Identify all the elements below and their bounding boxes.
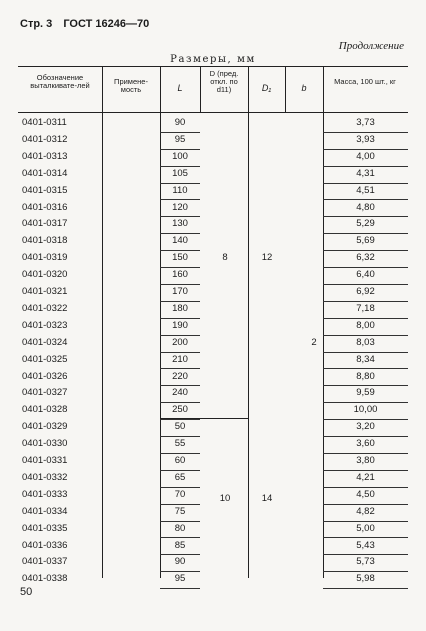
length-cell: 95: [160, 132, 200, 150]
mass-cell: 8,80: [323, 369, 408, 387]
designation-cell: 0401-0335: [22, 522, 68, 534]
designation-cell: 0401-0332: [22, 471, 68, 483]
designation-cell: 0401-0314: [22, 167, 68, 179]
mass-cell: 4,51: [323, 183, 408, 201]
designation-cell: 0401-0328: [22, 404, 68, 416]
table-row: [18, 470, 408, 487]
table-row: [18, 183, 408, 200]
length-cell: 80: [160, 521, 200, 539]
designation-cell: 0401-0336: [22, 539, 68, 551]
continuation-note: Продолжение: [338, 40, 404, 52]
standard-code: ГОСТ 16246—70: [63, 18, 150, 30]
mass-cell: 5,00: [323, 521, 408, 539]
length-cell: 140: [160, 233, 200, 251]
group2-D: 10: [219, 493, 231, 504]
table-row: [18, 436, 408, 453]
designation-cell: 0401-0322: [22, 302, 68, 314]
table-row: [18, 335, 408, 352]
designation-cell: 0401-0333: [22, 488, 68, 500]
mass-cell: 5,73: [323, 554, 408, 572]
length-cell: 65: [160, 470, 200, 488]
header-bottom-border: [18, 112, 408, 113]
table-row: [18, 352, 408, 369]
table-row: [18, 267, 408, 284]
group1-D1: 12: [261, 252, 273, 263]
designation-cell: 0401-0331: [22, 455, 68, 466]
table-row: [18, 453, 408, 470]
designation-cell: 0401-0323: [22, 319, 68, 331]
mass-cell: 4,00: [323, 149, 408, 167]
table-row: [18, 402, 408, 419]
mass-cell: 4,50: [323, 487, 408, 505]
mass-cell: 4,21: [323, 470, 408, 488]
length-cell: 220: [160, 369, 200, 387]
page-label: Стр. 3: [20, 18, 53, 30]
table-caption: Размеры, мм: [170, 54, 256, 65]
mass-cell: 8,00: [323, 318, 408, 336]
mass-cell: 5,98: [323, 571, 408, 589]
mass-cell: 10,00: [323, 402, 408, 420]
length-cell: 85: [160, 538, 200, 556]
table-row: [18, 538, 408, 555]
col-divider-3: [200, 66, 201, 112]
table-row: [18, 132, 408, 149]
length-cell: 110: [160, 183, 200, 201]
mass-cell: 3,73: [323, 115, 408, 133]
length-cell: 180: [160, 301, 200, 319]
designation-cell: 0401-0338: [22, 573, 68, 585]
mass-cell: 4,31: [323, 166, 408, 184]
mass-cell: 5,29: [323, 216, 408, 234]
designation-cell: 0401-0337: [22, 556, 68, 568]
b-value: 2: [311, 337, 317, 348]
table-row: [18, 318, 408, 335]
table-row: [18, 284, 408, 301]
mass-cell: 5,43: [323, 538, 408, 556]
table-row: [18, 166, 408, 183]
mass-cell: 3,93: [323, 132, 408, 150]
length-cell: 240: [160, 385, 200, 403]
designation-cell: 0401-0327: [22, 387, 68, 399]
table-row: [18, 369, 408, 386]
mass-cell: 6,92: [323, 284, 408, 302]
designation-cell: 0401-0316: [22, 201, 68, 213]
page-number: 50: [20, 586, 33, 598]
designation-cell: 0401-0317: [22, 218, 68, 230]
mass-cell: 7,18: [323, 301, 408, 319]
mass-cell: 3,60: [323, 436, 408, 454]
designation-cell: 0401-0313: [22, 150, 68, 162]
designation-cell: 0401-0320: [22, 269, 68, 281]
designation-cell: 0401-0326: [22, 370, 68, 382]
designation-cell: 0401-0321: [22, 286, 68, 297]
designation-cell: 0401-0325: [22, 353, 68, 365]
length-cell: 100: [160, 149, 200, 167]
table-row: [18, 233, 408, 250]
table-row: [18, 216, 408, 233]
length-cell: 90: [160, 554, 200, 572]
group1-D: 8: [222, 252, 228, 263]
table-top-border: [18, 66, 408, 67]
table-row: [18, 419, 408, 436]
length-cell: 250: [160, 402, 200, 420]
mass-cell: 6,40: [323, 267, 408, 285]
length-cell: 55: [160, 436, 200, 454]
table-row: [18, 200, 408, 217]
table-row: [18, 115, 408, 132]
mass-cell: 3,80: [323, 453, 408, 471]
designation-cell: 0401-0324: [22, 336, 68, 348]
header-D: D (пред. откл. по d11): [209, 69, 239, 94]
designation-cell: 0401-0312: [22, 133, 68, 145]
mass-cell: 8,03: [323, 335, 408, 353]
header-b: b: [301, 83, 307, 93]
group2-D1: 14: [261, 493, 273, 504]
designation-cell: 0401-0318: [22, 235, 68, 247]
designation-cell: 0401-0319: [22, 252, 68, 264]
header-L: L: [177, 83, 183, 93]
mass-cell: 6,32: [323, 250, 408, 268]
table-row: [18, 301, 408, 318]
header-application: Примене-мость: [114, 77, 148, 94]
length-cell: 75: [160, 504, 200, 522]
length-cell: 170: [160, 284, 200, 302]
length-cell: 105: [160, 166, 200, 184]
designation-cell: 0401-0330: [22, 438, 68, 450]
length-cell: 130: [160, 216, 200, 234]
mass-cell: 8,34: [323, 352, 408, 370]
header-D1: D₁: [261, 83, 272, 93]
mass-cell: 5,69: [323, 233, 408, 251]
header-designation: Обозначение выталкивате-лей: [30, 73, 90, 90]
length-cell: 70: [160, 487, 200, 505]
table-row: [18, 521, 408, 538]
length-cell: 50: [160, 419, 200, 437]
mass-cell: 4,80: [323, 200, 408, 218]
length-cell: 200: [160, 335, 200, 353]
length-cell: 95: [160, 571, 200, 589]
table-row: [18, 571, 408, 588]
length-cell: 60: [160, 453, 200, 471]
length-cell: 190: [160, 318, 200, 336]
mass-cell: 9,59: [323, 385, 408, 403]
table-row: [18, 504, 408, 521]
mass-cell: 4,82: [323, 504, 408, 522]
table-row: [18, 554, 408, 571]
length-cell: 150: [160, 250, 200, 268]
mass-cell: 3,20: [323, 419, 408, 437]
length-cell: 120: [160, 200, 200, 218]
header-mass: Масса, 100 шт., кг: [334, 77, 396, 86]
table-row: [18, 385, 408, 402]
designation-cell: 0401-0315: [22, 184, 68, 196]
table-row: [18, 149, 408, 166]
length-cell: 90: [160, 115, 200, 133]
length-cell: 160: [160, 267, 200, 285]
designation-cell: 0401-0311: [22, 117, 67, 128]
page-header: [20, 18, 157, 30]
length-cell: 210: [160, 352, 200, 370]
designation-cell: 0401-0329: [22, 421, 68, 433]
designation-cell: 0401-0334: [22, 505, 68, 517]
